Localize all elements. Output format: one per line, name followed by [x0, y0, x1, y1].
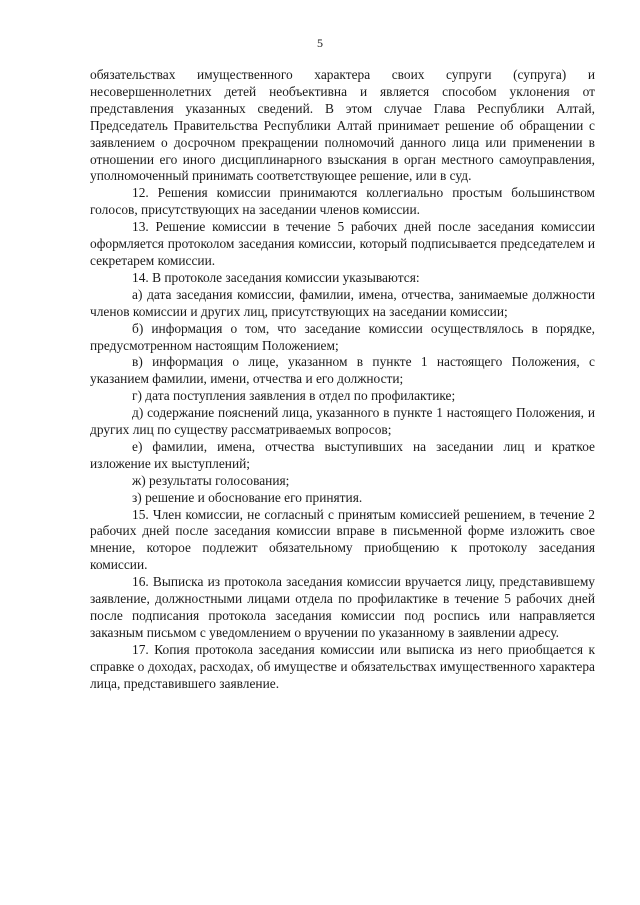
paragraph-15: 15. Член комиссии, не согласный с принятым комиссией решением, в течение 2 рабочих дней после заседания комиссии вправе в письменной форме изложить свое мнение, которое подлежит обязательному приобщению к протоколу заседания комиссии.: [90, 506, 595, 573]
paragraph-continuation: обязательствах имущественного характера своих супруги (супруга) и несовершеннолетних детей необъективна и является способом уклонения от представления указанных сведений. В этом случае Глава Республики Алтай, Председатель Правительства Республики Алтай принимает решение об обращении с заявлением о досрочном прекращении полномочий данного лица или применении в отношении его иного дисциплинарного взыскания в орган местного самоуправления, уполномоченный принимать соответствующее решение, или в суд.: [90, 67, 595, 184]
list-item-a: а) дата заседания комиссии, фамилии, имена, отчества, занимаемые должности членов комиссии и других лиц, присутствующих на заседании комиссии;: [90, 286, 595, 319]
paragraph-12: 12. Решения комиссии принимаются коллегиально простым большинством голосов, присутствующих на заседании членов комиссии.: [90, 185, 595, 218]
paragraph-16: 16. Выписка из протокола заседания комиссии вручается лицу, представившему заявление, должностными лицами отдела по профилактике в течение 5 рабочих дней после подписания протокола заседания комиссии под роспись или направляется заказным письмом с уведомлением о вручении по указанному в заявлении адресу.: [90, 574, 595, 640]
paragraph-14: 14. В протоколе заседания комиссии указываются:: [132, 269, 420, 285]
list-item-zh: ж) результаты голосования;: [132, 472, 290, 488]
list-item-b: б) информация о том, что заседание комиссии осуществлялось в порядке, предусмотренном настоящим Положением;: [90, 320, 595, 353]
document-body: [90, 67, 595, 693]
paragraph-17: 17. Копия протокола заседания комиссии или выписка из него приобщается к справке о доходах, расходах, об имуществе и обязательствах имущественного характера лица, представившего заявление.: [90, 641, 595, 691]
list-item-d: д) содержание пояснений лица, указанного в пункте 1 настоящего Положения, и других лиц по существу рассматриваемых вопросов;: [90, 405, 595, 438]
list-item-z: з) решение и обоснование его принятия.: [132, 489, 363, 505]
list-item-g: г) дата поступления заявления в отдел по профилактике;: [132, 388, 456, 404]
list-item-v: в) информация о лице, указанном в пункте 1 настоящего Положения, с указанием фамилии, имени, отчества и его должности;: [90, 354, 595, 387]
paragraph-13: 13. Решение комиссии в течение 5 рабочих дней после заседания комиссии оформляется протоколом заседания комиссии, который подписывается председателем и секретарем комиссии.: [90, 219, 595, 268]
page-number: 5: [317, 36, 323, 50]
list-item-e: е) фамилии, имена, отчества выступивших на заседании лиц и краткое изложение их выступлений;: [90, 438, 595, 471]
